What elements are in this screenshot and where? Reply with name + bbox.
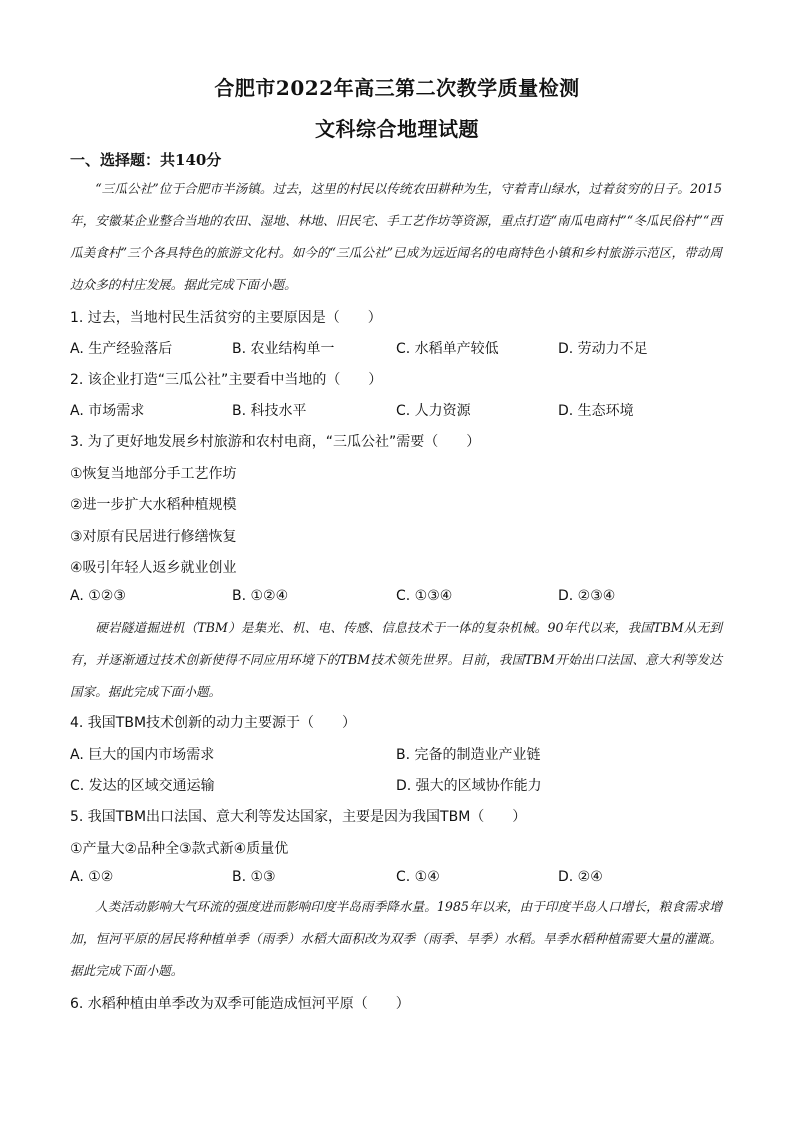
q2-option-c: C. 人力资源 bbox=[396, 403, 471, 419]
passage-2: 硬岩隧道掘进机（TBM）是集光、机、电、传感、信息技术于一体的复杂机械。90年代以来，我国TBM从无到有，并逐渐通过技术创新使得不同应用环境下的TBM技术领先世界。目前，我国TBM开始出口法国、意大利等发达国家。据此完成下面小题。 bbox=[70, 620, 722, 699]
page-subtitle: 文科综合地理试题 bbox=[315, 117, 479, 141]
question-5-stem: 5. 我国TBM出口法国、意大利等发达国家，主要是因为我国TBM（ ） bbox=[70, 809, 527, 825]
q2-option-b: B. 科技水平 bbox=[232, 403, 307, 419]
q1-option-a: A. 生产经验落后 bbox=[70, 341, 173, 357]
q5-option-d: D. ②④ bbox=[558, 869, 603, 885]
q1-option-c: C. 水稻单产较低 bbox=[396, 341, 499, 357]
question-6-stem: 6. 水稻种植由单季改为双季可能造成恒河平原（ ） bbox=[70, 996, 410, 1012]
question-3-stem: 3. 为了更好地发展乡村旅游和农村电商，“三瓜公社”需要（ ） bbox=[70, 434, 481, 450]
passage-1: “三瓜公社”位于合肥市半汤镇。过去，这里的村民以传统农田耕种为生，守着青山绿水，过着贫穷的日子。2015年，安徽某企业整合当地的农田、湿地、林地、旧民宅、手工艺作坊等资源，重点打造“南瓜电商村”“冬瓜民俗村”“西瓜美食村”三个各具特色的旅游文化村。如今的“三瓜公社”已成为远近闻名的电商特色小镇和乡村旅游示范区，带动周边众多的村庄发展。据此完成下面小题。 bbox=[70, 181, 722, 292]
q1-option-d: D. 劳动力不足 bbox=[558, 341, 648, 357]
q4-option-a: A. 巨大的国内市场需求 bbox=[70, 747, 215, 763]
q4-option-b: B. 完备的制造业产业链 bbox=[396, 747, 541, 763]
q5-option-a: A. ①② bbox=[70, 869, 114, 885]
page-title: 合肥市2022年高三第二次教学质量检测 bbox=[214, 76, 580, 100]
question-2-stem: 2. 该企业打造“三瓜公社”主要看中当地的（ ） bbox=[70, 372, 383, 388]
q5-option-b: B. ①③ bbox=[232, 869, 276, 885]
q3-option-b: B. ①②④ bbox=[232, 588, 289, 604]
q4-option-c: C. 发达的区域交通运输 bbox=[70, 778, 215, 794]
q5-option-c: C. ①④ bbox=[396, 869, 440, 885]
q5-items: ①产量大②品种全③款式新④质量优 bbox=[70, 841, 289, 857]
q3-item-3: ③对原有民居进行修缮恢复 bbox=[70, 529, 237, 545]
q2-option-a: A. 市场需求 bbox=[70, 403, 145, 419]
question-4-stem: 4. 我国TBM技术创新的动力主要源于（ ） bbox=[70, 715, 357, 731]
q3-option-c: C. ①③④ bbox=[396, 588, 453, 604]
q3-item-2: ②进一步扩大水稻种植规模 bbox=[70, 497, 237, 513]
q1-option-b: B. 农业结构单一 bbox=[232, 341, 335, 357]
section-heading: 一、选择题：共140分 bbox=[70, 151, 222, 169]
q3-option-d: D. ②③④ bbox=[558, 588, 616, 604]
q4-option-d: D. 强大的区域协作能力 bbox=[396, 778, 542, 794]
q3-item-1: ①恢复当地部分手工艺作坊 bbox=[70, 466, 237, 482]
question-1-stem: 1. 过去，当地村民生活贫穷的主要原因是（ ） bbox=[70, 310, 382, 326]
q2-option-d: D. 生态环境 bbox=[558, 403, 634, 419]
passage-3: 人类活动影响大气环流的强度进而影响印度半岛雨季降水量。1985年以来，由于印度半岛人口增长，粮食需求增加，恒河平原的居民将种植单季（雨季）水稻大面积改为双季（雨季、旱季）水稻。旱季水稻种植需要大量的灌溉。据此完成下面小题。 bbox=[70, 899, 722, 978]
q3-item-4: ④吸引年轻人返乡就业创业 bbox=[70, 560, 237, 576]
q3-option-a: A. ①②③ bbox=[70, 588, 126, 604]
